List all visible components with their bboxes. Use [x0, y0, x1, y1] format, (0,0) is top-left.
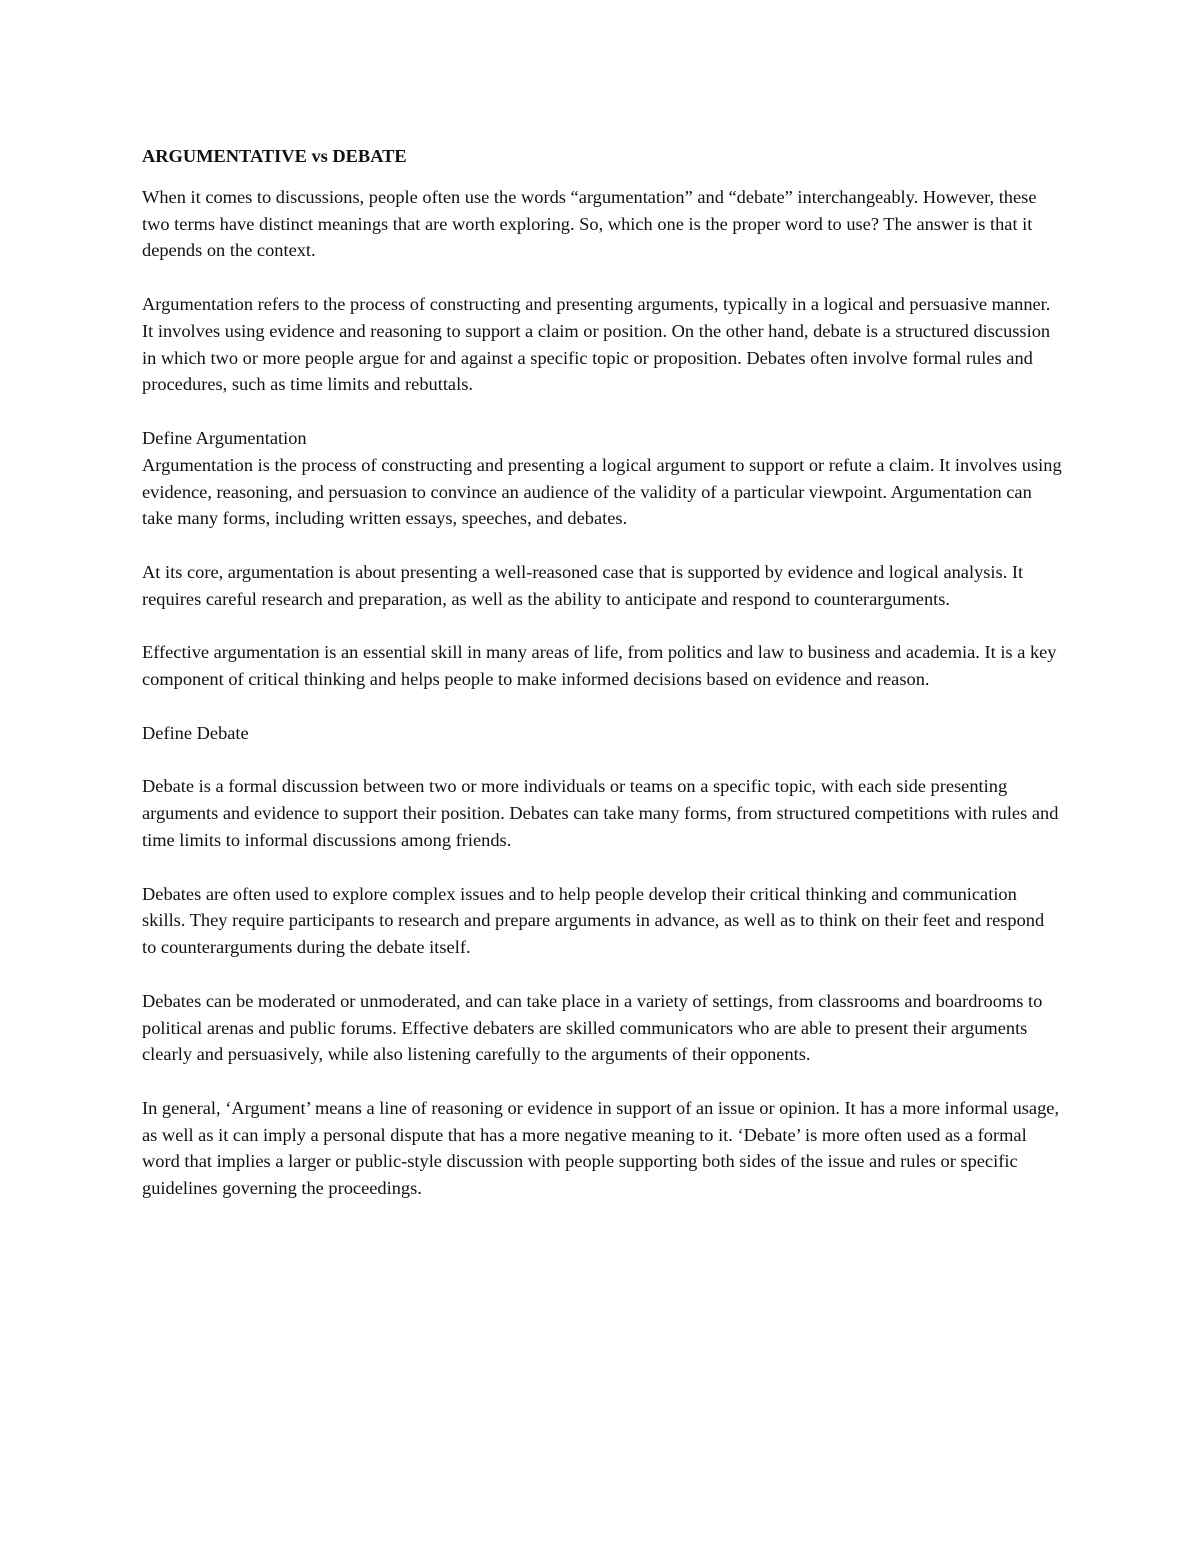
- document-title: ARGUMENTATIVE vs DEBATE: [142, 146, 407, 166]
- paragraph-intro: When it comes to discussions, people often use the words “argumentation” and “debate” interchangeably. However, these two terms have distinct meanings that are worth exploring. So, which one is the proper word to use? The answer is that it depends on the context.: [142, 186, 1037, 261]
- document-body: [142, 143, 1062, 1229]
- section-heading-debate: Define Debate: [142, 722, 249, 743]
- paragraph-argumentation-definition: Argumentation is the process of constructing and presenting a logical argument to support or refute a claim. It involves using evidence, reasoning, and persuasion to convince an audience of the validity of a particular viewpoint. Argumentation can take many forms, including written essays, speeches, and debates.: [142, 454, 1062, 529]
- paragraph-conclusion: In general, ‘Argument’ means a line of reasoning or evidence in support of an issue or opinion. It has a more informal usage, as well as it can imply a personal dispute that has a more negative meaning to it. ‘Debate’ is more often used as a formal word that implies a larger or public-style discussion with people supporting both sides of the issue and rules or specific guidelines governing the proceedings.: [142, 1097, 1060, 1199]
- paragraph-definitions-overview: Argumentation refers to the process of constructing and presenting arguments, typically in a logical and persuasive manner. It involves using evidence and reasoning to support a claim or position. On the other hand, debate is a structured discussion in which two or more people argue for and against a specific topic or proposition. Debates often involve formal rules and procedures, such as time limits and rebuttals.: [142, 293, 1051, 395]
- section-heading-argumentation: Define Argumentation: [142, 427, 307, 448]
- paragraph-debate-definition: Debate is a formal discussion between two or more individuals or teams on a specific topic, with each side presenting arguments and evidence to support their position. Debates can take many forms, from structured competitions with rules and time limits to informal discussions among friends.: [142, 776, 1059, 850]
- paragraph-argumentation-core: At its core, argumentation is about presenting a well-reasoned case that is supported by evidence and logical analysis. It requires careful research and preparation, as well as the ability to anticipate and respond to counterarguments.: [142, 561, 1024, 609]
- paragraph-debate-uses: Debates are often used to explore complex issues and to help people develop their critical thinking and communication skills. They require participants to research and prepare arguments in advance, as well as to think on their feet and respond to counterarguments during the debate itself.: [142, 883, 1045, 958]
- paragraph-argumentation-effective: Effective argumentation is an essential skill in many areas of life, from politics and law to business and academia. It is a key component of critical thinking and helps people to make informed decisions based on evidence and reason.: [142, 642, 1057, 690]
- paragraph-debate-settings: Debates can be moderated or unmoderated, and can take place in a variety of settings, from classrooms and boardrooms to political arenas and public forums. Effective debaters are skilled communicators who are able to present their arguments clearly and persuasively, while also listening carefully to the arguments of their opponents.: [142, 990, 1043, 1065]
